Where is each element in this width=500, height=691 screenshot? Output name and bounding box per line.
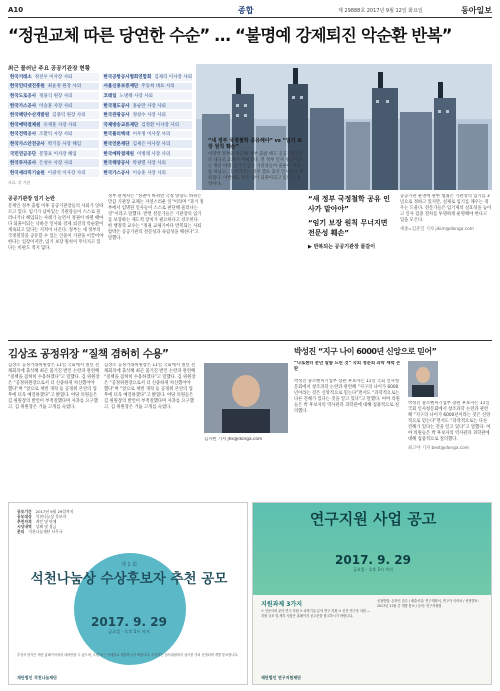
ad-left-title: 석천나눔상 수상후보자 추천 공모 [30,571,228,587]
table-title: 최근 물러난 주요 공공기관장 현황 [8,66,91,72]
ad-info-key: 시상내역 [17,524,32,529]
table-cell-status: 주동희 대표 사의 [141,84,175,90]
ad-left-number: 제 1 회 [120,562,138,568]
table-cell [8,140,99,149]
table-cell-status: 조환익 사장 사퇴 [39,132,73,138]
table-cell [8,83,99,92]
pull-quote-2: “임기 보장 원칙 무너지면 전문성 훼손” [308,219,388,237]
table-cell-org: 한국인터넷진흥원 [10,84,45,90]
ad-left-org: 재단법인 석천나눔재단 [17,675,58,680]
table-cell [102,83,193,92]
table-cell-org: 한국가스안전공사 [10,141,45,147]
table-cell [8,121,99,130]
table-cell-org: 한국전력공사 [10,132,37,138]
mid-right-headline: 박성진 “지구 나이 6000년 신앙으로 믿어” [294,347,437,356]
table-cell-org: 한국철도공사 [103,103,130,109]
table-cell [8,169,99,178]
table-cell-status: 이승훈 사장 사의 [132,170,166,176]
table-grid [8,73,192,178]
table-cell [102,121,193,130]
table-cell [8,159,99,168]
mid-right-body-2 [408,401,492,497]
article-sub1: 공공기관장 임기 논란 [8,196,55,202]
table-cell [102,169,193,178]
table-cell-status: 이광석 이사장 사의 [47,170,86,176]
mid-right-reporter: 최고야 기자 best@donga.com [408,446,470,451]
article-body-b: 정부 관계자는 “정권이 바뀌면 국정 방향도 바뀌는 만큼 기관장 교체는 자연스러운 일”이라며 “과거 정부에서 임명된 인사들이 스스로 판단해 물러나는 것”이라고 말했다. 반면 전문가들은 기관장의 임기를 보장하는 제도적 장치가 필요하다고 강조한다. 한 행정학 교수는 “정권 교체기마다 반복되는 사퇴 압박은 공공기관의 전문성과 독립성을 해친다”고 말했다. [108,194,204,241]
table-cell-status: 정창수 사장 사퇴 [132,113,166,119]
table-cell [8,131,99,140]
table-cell-org: 한국가스공사 [103,170,130,176]
table-cell-status: 이우정 이사장 사의 [132,132,171,138]
table-cell-status: 김세은 이사장 사의 [132,141,171,147]
mid-right-body-cont: 박성진 중소벤처기업부 장관 후보자는 11일 국회 인사청문회에서 창조과학 논란과 관련해 “지구의 나이가 6000년이라는 것은 신앙적으로 믿는다”면서도 “과학적으로는 다른 견해가 있다는 것을 알고 있다”고 말했다. 여야 의원들은 박 후보자의 역사관과 과학관에 대해 집중적으로 질의했다. [408,401,491,442]
mid-left-body-2 [104,363,196,497]
officials-table [8,64,192,190]
mid-left-reporter: 김지현 기자 jhk@donga.com [204,437,263,442]
table-cell-status: 최윤정 원장 사의 [47,84,82,90]
ad-info-value: 2017년 9월 29일까지 [35,509,74,514]
table-cell [8,73,99,82]
table-cell [102,92,193,101]
table-cell-org: 서울신용보증재단 [103,84,139,90]
mid-right-article [294,341,492,499]
ad-info-value: 석천나눔재단 사무국 [28,529,63,534]
masthead [8,4,492,18]
ad-right-date-sub: 금요일 · 오후 5시 까지 [353,567,393,572]
ad-right-details: ① 인문사회 분야 연구 지원 ② 과학기술 분야 연구 지원 ③ 신진 연구자 지원 — 지원 규모 및 세부 사항은 홈페이지 공고문을 참고하시기 바랍니다. [261,609,371,618]
mid-left-headline: 김상조 공정위장 “질책 겸허히 수용” [8,348,169,360]
table-cell-status: 이승훈 사장 사퇴 [39,103,73,109]
table-cell [102,131,193,140]
ad-research-support [252,502,492,685]
ad-left-date-sub: 금요일 · 오후 5시 까지 [108,629,150,634]
article-sub3: ▶ 반복되는 공공기관장 물갈이 [308,244,376,250]
mid-left-body: 김상조 공정거래위원장은 11일 국회에서 열린 전체회의에 출석해 최근 불거진 발언 논란과 관련해 “질책을 겸허히 수용하겠다”고 말했다. 김 위원장은 “공정위원장으로서 더 신중하게 처신했어야 했다”며 “앞으로 재벌 개혁 등 공정위 본연의 업무에 더욱 매진하겠다”고 밝혔다. 야당 의원들은 김 위원장의 발언이 부적절했다며 사과를 요구했고, 김 위원장은 거듭 고개를 숙였다. [8,363,100,410]
table-cell-status: 은성수 사장 사의 [39,161,73,167]
ad-seokcheon-award [8,502,248,685]
person-photo-park [408,361,438,397]
main-headline: “정권교체 따른 당연한 수순” … “불명예 강제퇴진 악순환 반복” [8,26,452,45]
article-body-d: 공공기관 운영에 관한 법률은 기관장의 임기를 3년으로 정하고 있지만, 실제로 임기를 채우는 경우는 드물다. 전문가들은 임기제의 실효성을 높이고 인사 검증 절차를 투명하게 운영해야 한다고 입을 모은다. [400,194,492,223]
ad-left-date: 2017. 9. 29 [91,615,167,629]
table-cell-org: 국민연금공단 [10,151,37,157]
table-cell-status: 박기동 사장 해임 [47,141,82,147]
article-col-1 [8,194,104,338]
table-cell-status: 김제리 이사장 사퇴 [154,74,192,80]
ad-right-org: 재단법인 연구지원재단 [261,675,302,680]
ad-left-fine-print: 추천서 양식은 재단 홈페이지에서 내려받을 수 있으며, 우편 또는 이메일로 제출하시기 바랍니다. 수상자는 심사위원회의 심사를 거쳐 선정되며 개별 통보합니다. [17,653,239,657]
table-cell-status: 이병래 사장 사의 [136,151,171,157]
table-cell [102,140,193,149]
table-cell-org: 국제방송교류재단 [103,122,139,128]
article-reporter: 세종=김준일 기자 jikim@donga.com [400,227,474,232]
ad-info-key: 문의 [17,529,25,534]
article-sub2: “새 정부 국정철학 공유해야” vs “임기 보장 원칙 훼손” [208,138,303,150]
table-cell-org: 한국언론재단 [103,141,130,147]
section-name: 종합 [238,6,254,15]
table-cell-org: 한국해양공사 [103,161,130,167]
article-col-5 [400,194,492,338]
table-cell-org: 한국도로공사 [10,93,37,99]
table-cell-status: 노병태 사장 사퇴 [119,93,153,99]
table-cell-org: 한국거래소 [10,74,32,80]
table-cell-org: 한국투자공사 [10,161,37,167]
issue-date: 제 29888호 2017년 9월 12일 화요일 [338,8,423,14]
table-cell-status: 김종덕 원장 사의 [52,113,86,119]
table-cell [8,102,99,111]
table-cell [102,111,193,120]
ad-left-info [17,509,117,534]
table-cell [102,159,193,168]
page-number: A10 [8,6,24,14]
table-cell-org: 코레일 [103,93,117,99]
ad-left-circle [74,553,186,665]
table-cell [8,92,99,101]
table-cell-org: 한국공항공사협회연합회 [103,74,152,80]
middle-section [8,340,492,500]
article-col-2 [108,194,204,338]
ad-right-details-2: 신청방법: 온라인 접수 / 제출서류: 연구계획서, 연구자 이력서 / 선정발표: 2017년 11월 중 개별 통보 / 문의: 연구지원팀 [377,599,479,608]
mid-left-body-cont: 김상조 공정거래위원장은 11일 국회에서 열린 전체회의에 출석해 최근 불거진 발언 논란과 관련해 “질책을 겸허히 수용하겠다”고 말했다. 김 위원장은 “공정위원장으로서 더 신중하게 처신했어야 했다”며 “앞으로 재벌 개혁 등 공정위 본연의 업무에 더욱 매진하겠다”고 밝혔다. 야당 의원들은 김 위원장의 발언이 부적절했다며 사과를 요구했고, 김 위원장은 거듭 고개를 숙였다. [104,363,196,410]
article-col-4 [308,194,396,338]
article-col-3 [208,136,304,338]
ad-info-value: 석천나눔상 후보자 [35,514,67,519]
ad-info-key: 공모대상 [17,514,32,519]
table-cell-status: 박광렬 사장 사의 [132,161,166,167]
table-cell-status: 홍순만 사장 사퇴 [132,103,166,109]
article-body-c: 이명박 정부와 박근혜 정부 출범 때도 공공기관장들의 대규모 교체가 이뤄졌다. 전 정부 인사 청산이라는 명분 아래 임기가 남은 기관장들이 줄줄이 자리를 떠났고, 그 빈자리는 대선 캠프 출신 인사들로 채워졌다. 이번에도 같은 일이 되풀이되고 있다는 지적이다. [208,152,304,187]
mid-right-body: 박성진 중소벤처기업부 장관 후보자는 11일 국회 인사청문회에서 창조과학 논란과 관련해 “지구의 나이가 6000년이라는 것은 신앙적으로 믿는다”면서도 “과학적으로는 다른 견해가 있다는 것을 알고 있다”고 말했다. 여야 의원들은 박 후보자의 역사관과 과학관에 대해 집중적으로 질의했다. [294,379,400,414]
ad-right-title: 연구지원 사업 공고 [309,510,437,528]
table-cell-status: 문형표 이사장 해임 [39,151,77,157]
ad-info-value: 개인 및 단체 [35,519,57,524]
table-cell-org: 한국폴리텍대 [103,132,130,138]
table-cell-org: 한국예탁결제원 [103,151,134,157]
paper-name: 동아일보 [461,5,492,15]
ad-right-date: 2017. 9. 29 [335,553,411,567]
mid-left-article [8,341,288,499]
article-body-a: 문재인 정부 출범 이후 공공기관장들의 사퇴가 잇따르고 있다. 임기가 남아있는 기관장들이 스스로 물러나거나 해임되는 사례가 늘면서 정권이 바뀔 때마다 되풀이되는 낙하산 인사와 강제 퇴진의 악순환이 계속되고 있다는 지적이 나온다. 정부는 새 정부의 국정철학을 공유할 수 있는 인물이 기관을 이끌어야 한다는 입장이지만, 임기 보장 원칙이 무너지고 있다는 비판도 적지 않다. [8,204,104,251]
mid-right-sub: “나로센터 분만 말씀 드린 것” 국회 청문회 과학 세력 논란 [294,361,401,372]
table-cell-status: 김정환 이사장 사의 [141,122,179,128]
table-cell [102,102,193,111]
person-photo-kim [204,363,288,433]
table-cell-org: 한국세라믹기술원 [10,170,45,176]
pull-quote-1: “새 정부 국정철학 공유 인사가 맡아야” [308,195,390,213]
table-cell [8,150,99,159]
table-cell-org: 한국예탁결제원 [10,122,41,128]
ad-info-row [17,529,117,534]
table-cell-org: 한국해양수산개발원 [10,113,50,119]
table-cell-status: 정용식 원장 사의 [39,93,73,99]
table-cell-org: 한국관광공사 [103,113,130,119]
ad-info-key: 공모기간 [17,509,32,514]
table-cell [102,73,193,82]
ad-info-value: 상패 및 상금 [35,524,57,529]
ad-info-key: 추천자격 [17,519,32,524]
table-cell-org: 한국가스공사 [10,103,37,109]
table-cell [102,150,193,159]
table-cell-status: 정찬우 이사장 사퇴 [34,74,73,80]
table-cell [8,111,99,120]
ad-right-subheading: 지원과제 3가지 [261,601,303,608]
table-source: 자료: 각 기관 [8,179,31,185]
top-article [8,64,492,338]
table-cell-status: 유재훈 사장 사퇴 [43,122,77,128]
